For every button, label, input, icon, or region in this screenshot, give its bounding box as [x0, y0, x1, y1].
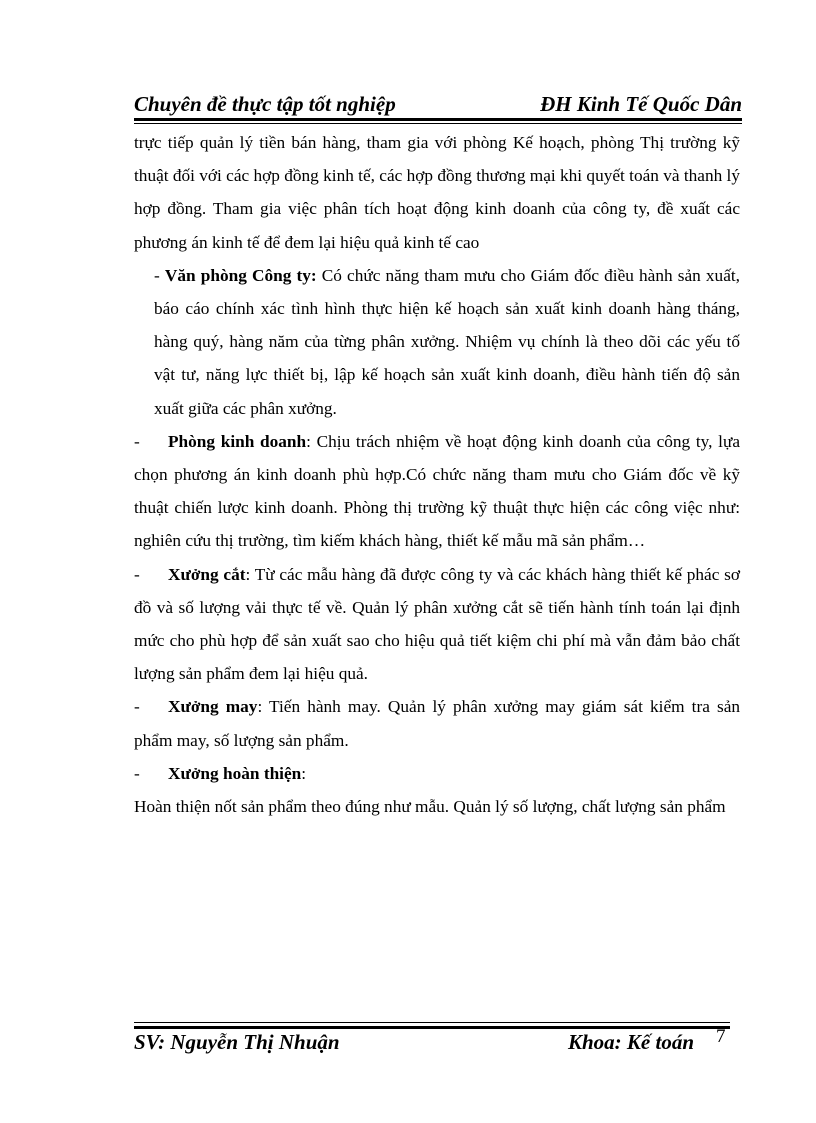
document-body	[134, 126, 740, 823]
paragraph-xuong-cat	[134, 558, 740, 691]
desc-van-phong: Có chức năng tham mưu cho Giám đốc điều hành sản xuất, báo cáo chính xác tình hình thực hiện kế hoạch sản xuất kinh doanh hàng tháng, hàng quý, hàng năm của từng phân xưởng. Nhiệm vụ chính là theo dõi các yếu tố vật tư, năng lực thiết bị, lập kế hoạch sản xuất kinh doanh, điều hành tiến độ sản xuất giữa các phân xưởng.	[154, 265, 740, 418]
page-header	[134, 84, 742, 118]
paragraph-xuong-hoan-thien	[134, 757, 740, 790]
term-xuong-may: Xưởng may	[168, 697, 258, 717]
page-number: 7	[716, 1026, 726, 1047]
header-thesis-title: Chuyên đề thực tập tốt nghiệp	[134, 92, 396, 116]
desc-xuong-hoan-thien: :	[301, 763, 307, 783]
footer-rule-thin	[134, 1022, 730, 1023]
paragraph-xuong-may	[134, 690, 740, 756]
term-phong-kinh-doanh: Phòng kinh doanh	[168, 431, 307, 451]
paragraph-hoan-thien-detail: Hoàn thiện nốt sản phẩm theo đúng như mẫu. Quản lý số lượng, chất lượng sản phẩm	[134, 797, 726, 817]
term-xuong-hoan-thien: Xưởng hoàn thiện	[168, 763, 302, 783]
header-rule-thick	[134, 118, 742, 121]
header-rule-thin	[134, 123, 742, 124]
term-xuong-cat: Xưởng cắt	[168, 564, 246, 584]
bullet-dash: -	[134, 697, 140, 717]
paragraph-intro: trực tiếp quản lý tiền bán hàng, tham gia với phòng Kế hoạch, phòng Thị trường kỹ thuật đối với các hợp đồng kinh tế, các hợp đồng thương mại khi quyết toán và thanh lý hợp đồng. Tham gia việc phân tích hoạt động kinh doanh của công ty, đề xuất các phương án kinh tế để đem lại hiệu quả kinh tế cao	[134, 133, 740, 252]
bullet-dash: -	[134, 431, 140, 451]
paragraph-van-phong	[134, 259, 740, 425]
header-university: ĐH Kinh Tế Quốc Dân	[540, 92, 742, 116]
paragraph-phong-kinh-doanh	[134, 425, 740, 558]
bullet-dash: -	[134, 564, 140, 584]
desc-phong-kinh-doanh: : Chịu trách nhiệm về hoạt động kinh doanh của công ty, lựa chọn phương án kinh doanh phù hợp.Có chức năng tham mưu cho Giám đốc về kỹ thuật chiến lược kinh doanh. Phòng thị trường kỹ thuật thực hiện các công việc như: nghiên cứu thị trường, tìm kiếm khách hàng, thiết kế mẫu mã sản phẩm…	[134, 431, 740, 551]
bullet-dash: -	[134, 763, 140, 783]
footer-department: Khoa: Kế toán	[568, 1030, 695, 1054]
desc-xuong-may: : Tiến hành may. Quản lý phân xưởng may giám sát kiểm tra sản phẩm may, số lượng sản phẩm.	[134, 697, 741, 750]
desc-xuong-cat: : Từ các mẫu hàng đã được công ty và các khách hàng thiết kế phác sơ đồ và số lượng vải thực tế về. Quản lý phân xưởng cắt sẽ tiến hành tính toán lại định mức cho phù hợp để sản xuất sao cho hiệu quả tiết kiệm chi phí mà vẫn đảm bảo chất lượng sản phẩm đem lại hiệu quả.	[134, 564, 740, 684]
footer-student-name: SV: Nguyễn Thị Nhuận	[134, 1030, 340, 1054]
footer-rule-thick	[134, 1026, 730, 1029]
bullet-dash: -	[154, 265, 165, 285]
term-van-phong: Văn phòng Công ty:	[164, 265, 317, 285]
page-footer	[134, 1026, 742, 1060]
